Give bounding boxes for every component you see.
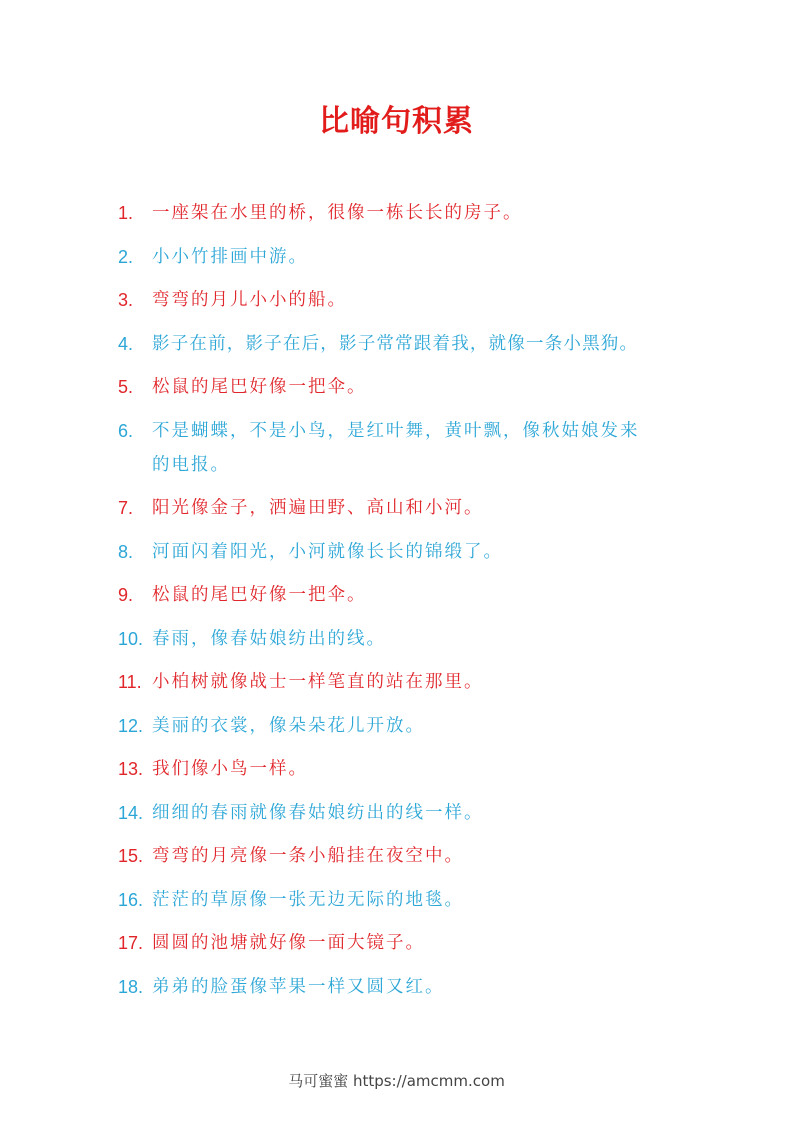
- list-item: [118, 196, 718, 230]
- item-text: 细细的春雨就像春姑娘纺出的线一样。: [152, 802, 484, 823]
- item-number: 7.: [118, 498, 134, 518]
- item-text: 小小竹排画中游。: [152, 246, 308, 267]
- list-item: [118, 370, 718, 404]
- item-text: 圆圆的池塘就好像一面大镜子。: [152, 933, 425, 953]
- simile-list: [118, 196, 718, 1013]
- list-item: [118, 491, 718, 525]
- list-item: [118, 240, 718, 274]
- item-number: 3.: [118, 290, 134, 310]
- page-title: 比喻句积累: [319, 104, 474, 139]
- item-number: 5.: [118, 377, 134, 397]
- item-text: 弯弯的月儿小小的船。: [152, 290, 347, 310]
- item-text: 松鼠的尾巴好像一把伞。: [152, 377, 367, 397]
- item-text: 小柏树就像战士一样笔直的站在那里。: [152, 672, 484, 692]
- list-item: [118, 283, 718, 317]
- item-text: 河面闪着阳光，小河就像长长的锦缎了。: [152, 541, 503, 562]
- item-number: 8.: [118, 541, 134, 562]
- item-text: 影子在前，影子在后，影子常常跟着我，就像一条小黑狗。: [152, 333, 639, 354]
- list-item: [118, 752, 718, 786]
- item-text: 茫茫的草原像一张无边无际的地毯。: [152, 889, 464, 910]
- item-number: 16.: [118, 889, 144, 910]
- item-text: 弟弟的脸蛋像苹果一样又圆又红。: [152, 976, 445, 997]
- item-text: 我们像小鸟一样。: [152, 759, 308, 779]
- item-number: 14.: [118, 802, 144, 823]
- item-number: 12.: [118, 715, 144, 736]
- item-number: 15.: [118, 846, 144, 866]
- item-number: 13.: [118, 759, 144, 779]
- item-number: 11.: [118, 672, 142, 692]
- item-number: 10.: [118, 628, 144, 649]
- list-item: [118, 839, 718, 873]
- item-number: 9.: [118, 585, 134, 605]
- list-item: [118, 622, 718, 656]
- list-item: [118, 327, 718, 361]
- item-text: 弯弯的月亮像一条小船挂在夜空中。: [152, 846, 464, 866]
- list-item: [118, 970, 718, 1004]
- item-text: 松鼠的尾巴好像一把伞。: [152, 585, 367, 605]
- item-text: 一座架在水里的桥，很像一栋长长的房子。: [152, 203, 523, 223]
- list-item: [118, 414, 642, 482]
- list-item: [118, 578, 718, 612]
- list-item: [118, 709, 718, 743]
- item-number: 17.: [118, 933, 144, 953]
- item-text: 美丽的衣裳，像朵朵花儿开放。: [152, 715, 425, 736]
- list-item: [118, 926, 718, 960]
- item-text: 不是蝴蝶，不是小鸟，是红叶舞，黄叶飘，像秋姑娘发来的电报。: [152, 420, 640, 475]
- item-number: 2.: [118, 246, 134, 267]
- item-text: 春雨，像春姑娘纺出的线。: [152, 628, 386, 649]
- list-item: [118, 535, 718, 569]
- item-number: 18.: [118, 976, 144, 997]
- item-number: 4.: [118, 333, 134, 354]
- list-item: [118, 665, 718, 699]
- footer-watermark: 马可蜜蜜 https://amcmm.com: [288, 1072, 505, 1090]
- list-item: [118, 796, 718, 830]
- item-number: 6.: [118, 420, 134, 441]
- list-item: [118, 883, 718, 917]
- item-number: 1.: [118, 203, 134, 223]
- item-text: 阳光像金子，洒遍田野、高山和小河。: [152, 498, 484, 518]
